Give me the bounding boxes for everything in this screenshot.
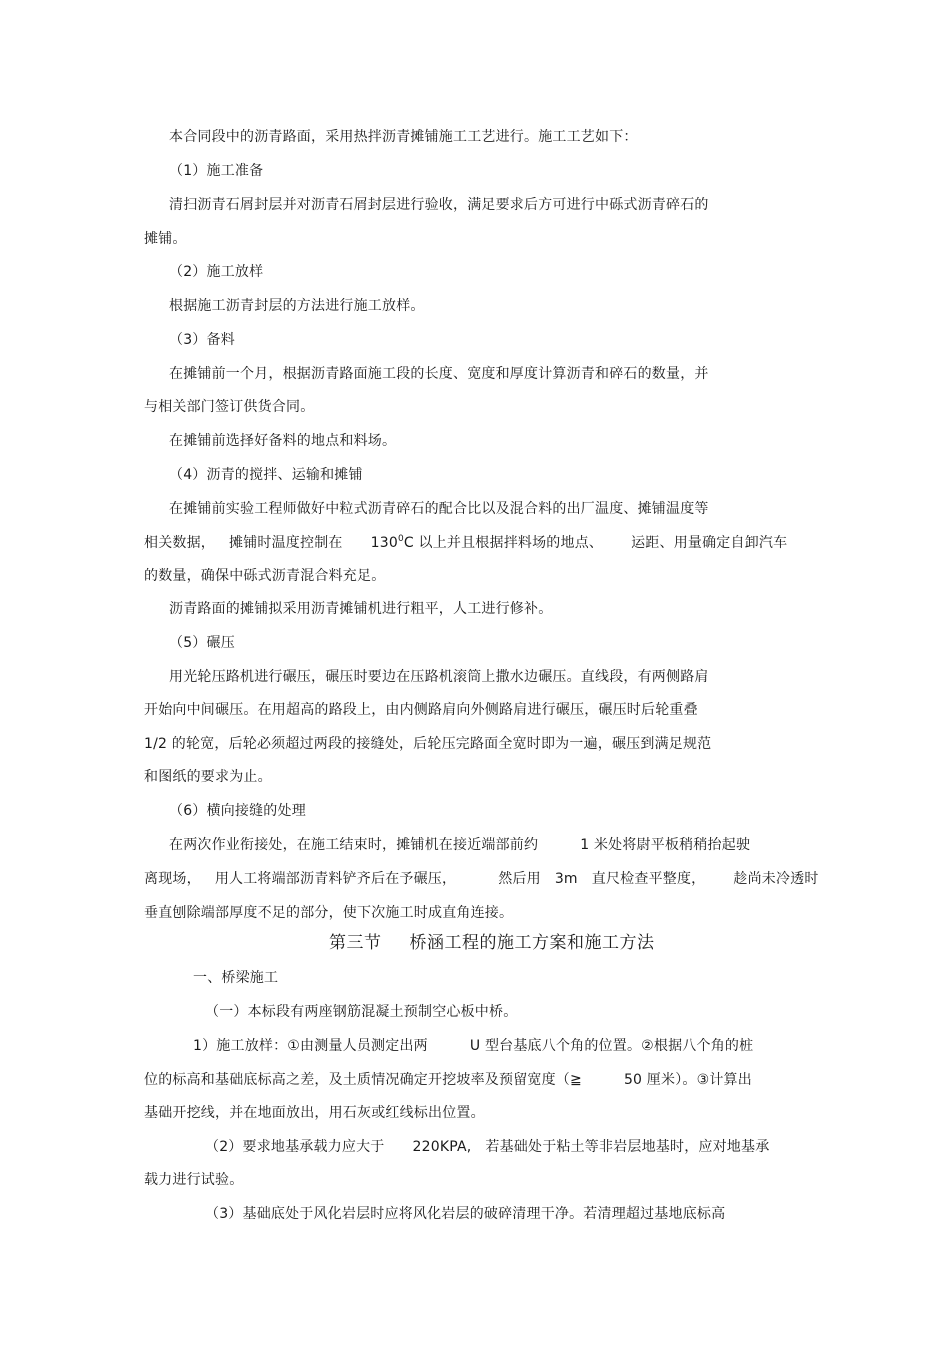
paragraph-line — [193, 1037, 753, 1055]
paragraph-line: 的数量，确保中砾式沥青混合料充足。 — [144, 568, 386, 584]
text-segment: 摊铺时温度控制在 — [229, 535, 343, 551]
paragraph-line: 清扫沥青石屑封层并对沥青石屑封层进行验收，满足要求后方可进行中砾式沥青碎石的 — [169, 197, 709, 213]
temperature-value: 130 — [370, 535, 398, 551]
subheading: （3）备料 — [169, 332, 235, 348]
text-segment: 离现场， — [144, 871, 201, 887]
paragraph-line — [205, 1138, 769, 1156]
text-segment: 1）施工放样：①由测量人员测定出两 — [193, 1038, 428, 1054]
paragraph-line: 与相关部门签订供货合同。 — [144, 399, 315, 415]
paragraph-line — [144, 1071, 752, 1089]
subheading: （6）横向接缝的处理 — [169, 803, 306, 819]
paragraph-line: 载力进行试验。 — [144, 1172, 244, 1188]
text-segment: 1 米处将尉平板稍稍抬起驶 — [580, 837, 751, 853]
paragraph-line: （一）本标段有两座钢筋混凝土预制空心板中桥。 — [205, 1004, 518, 1020]
text-segment: 220KPA, — [412, 1139, 472, 1155]
paragraph-line: 1/2 的轮宽，后轮必须超过两段的接缝处，后轮压完路面全宽时即为一遍，碾压到满足规范 — [144, 736, 712, 752]
subheading: （5）碾压 — [169, 635, 235, 651]
text-segment: 50 厘米）。③计算出 — [623, 1072, 752, 1088]
paragraph-line — [144, 870, 819, 888]
text-segment: 直尺检查平整度， — [591, 871, 706, 887]
paragraph-line: 用光轮压路机进行碾压，碾压时要边在压路机滚筒上撒水边碾压。直线段，有两侧路肩 — [169, 669, 709, 685]
paragraph-line — [144, 534, 787, 552]
text-segment: 3m — [554, 871, 578, 887]
paragraph-line: 摊铺。 — [144, 231, 187, 247]
paragraph-line: 开始向中间碾压。在用超高的路段上，由内侧路肩向外侧路肩进行碾压，碾压时后轮重叠 — [144, 702, 698, 718]
text-segment: 若基础处于粘土等非岩层地基时，应对地基承 — [485, 1139, 770, 1155]
text-segment: （2）要求地基承载力应大于 — [205, 1139, 385, 1155]
subheading: （4）沥青的搅拌、运输和摊铺 — [169, 467, 363, 483]
text-segment: 用人工将端部沥青料铲齐后在予碾压， — [214, 871, 457, 887]
subheading: （2）施工放样 — [169, 264, 264, 280]
text-segment: C 以上并且根据拌料场的地点、 — [403, 535, 604, 551]
paragraph-line: 在摊铺前实验工程师做好中粒式沥青碎石的配合比以及混合料的出厂温度、摊铺温度等 — [169, 501, 709, 517]
paragraph-line: 本合同段中的沥青路面，采用热拌沥青摊铺施工工艺进行。施工工艺如下： — [169, 129, 638, 145]
section-title: 桥涵工程的施工方案和施工方法 — [409, 933, 655, 953]
paragraph-line: 在摊铺前一个月，根据沥青路面施工段的长度、宽度和厚度计算沥青和碎石的数量，并 — [169, 366, 709, 382]
paragraph-line: 根据施工沥青封层的方法进行施工放样。 — [169, 298, 425, 314]
section-heading — [329, 932, 655, 954]
paragraph-line: 和图纸的要求为止。 — [144, 769, 272, 785]
text-segment: U 型台基底八个角的位置。②根据八个角的桩 — [469, 1038, 754, 1054]
subheading: （1）施工准备 — [169, 163, 264, 179]
paragraph-line: （3）基础底处于风化岩层时应将风化岩层的破碎清理干净。若清理超过基地底标高 — [205, 1206, 726, 1222]
paragraph-line: 基础开挖线，并在地面放出，用石灰或红线标出位置。 — [144, 1105, 485, 1121]
section-number: 第三节 — [329, 933, 382, 953]
paragraph-line: 沥青路面的摊铺拟采用沥青摊铺机进行粗平，人工进行修补。 — [169, 601, 553, 617]
text-segment: 相关数据， — [144, 535, 215, 551]
subheading: 一、桥梁施工 — [193, 970, 279, 986]
text-segment: 位的标高和基础底标高之差，及土质情况确定开挖坡率及预留宽度（≧ — [144, 1072, 582, 1088]
text-segment: 运距、用量确定自卸汽车 — [631, 535, 788, 551]
paragraph-line: 垂直刨除端部厚度不足的部分，使下次施工时成直角连接。 — [144, 905, 514, 921]
text-segment: 然后用 — [498, 871, 541, 887]
text-segment: 趁尚未冷透时 — [733, 871, 819, 887]
text-segment: 在两次作业衔接处，在施工结束时，摊铺机在接近端部前约 — [169, 837, 539, 853]
superscript: 0 — [397, 534, 404, 544]
paragraph-line — [169, 836, 750, 854]
paragraph-line: 在摊铺前选择好备料的地点和料场。 — [169, 433, 397, 449]
